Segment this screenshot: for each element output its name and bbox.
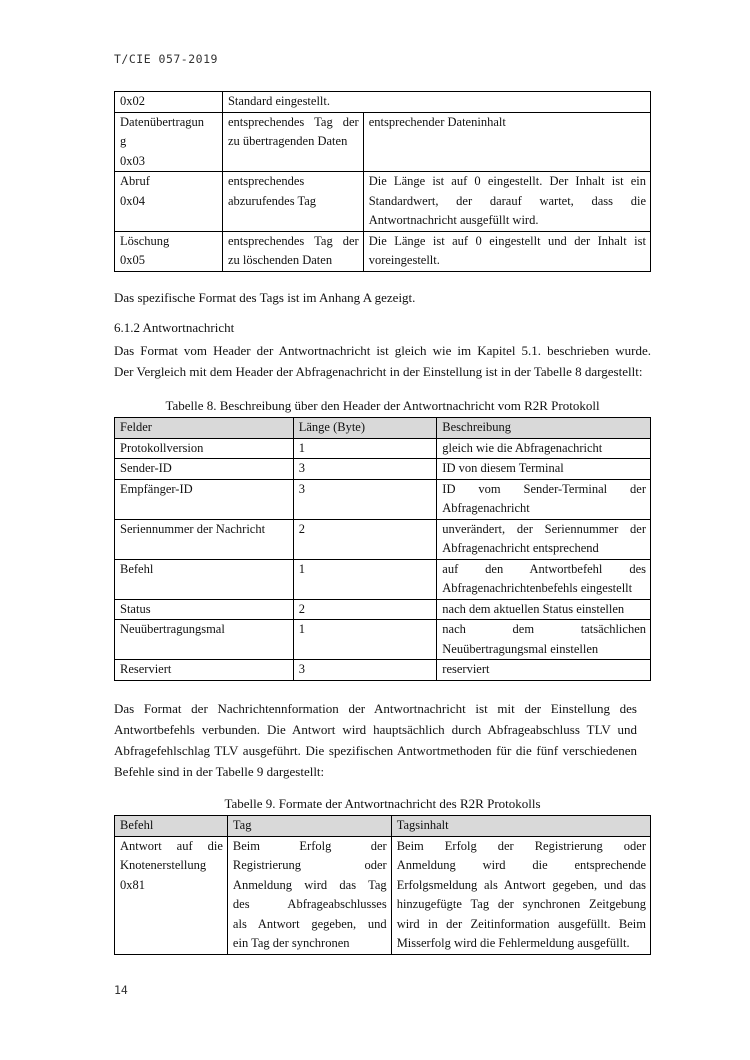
content-cell-line: hinzugefügte Tag der synchronen Zeitgebung <box>396 897 646 911</box>
description-cell <box>437 479 651 519</box>
field-cell: Befehl <box>115 559 294 599</box>
tag-cell-line: des Abfrageabschlusses <box>232 897 387 911</box>
command-cell <box>115 231 223 271</box>
description-cell-line: gleich wie die Abfragenachricht <box>442 440 603 455</box>
table-row <box>115 112 651 172</box>
command-cell <box>115 836 228 954</box>
description-cell <box>437 459 651 480</box>
tag-cell <box>222 172 363 232</box>
content-cell-line: Standardwert, der darauf wartet, dass die <box>368 193 646 208</box>
field-cell: Sender-ID <box>115 459 294 480</box>
command-cell <box>115 92 223 113</box>
format-paragraph <box>114 698 637 782</box>
command-cell-line: g <box>120 134 127 148</box>
command-cell-line: 0x04 <box>120 193 145 208</box>
command-cell-line: 0x05 <box>120 253 145 267</box>
content-cell-line: voreingestellt. <box>368 253 440 267</box>
tag-cell-line: entsprechendes <box>227 174 305 188</box>
content-cell <box>391 836 650 954</box>
content-cell-line: wird in der Zeitinformation ausgefüllt. Beim <box>396 916 646 931</box>
command-cell-line: Datenübertragun <box>120 114 204 129</box>
tag-cell-line: abzurufendes Tag <box>227 193 317 208</box>
intro-line: Der Vergleich mit dem Header der Abfragenachricht in der Einstellung ist in der Tabelle 8 dargestellt: <box>114 364 643 379</box>
content-cell-line: Beim Erfolg der Registrierung oder <box>396 838 646 853</box>
description-cell-line: Abfragenachricht <box>442 501 530 515</box>
length-cell: 1 <box>293 438 437 459</box>
content-cell <box>363 112 650 172</box>
command-cell-line: Knotenerstellung <box>120 858 207 872</box>
tag-cell <box>222 112 363 172</box>
description-cell <box>437 620 651 660</box>
command-cell-line: Löschung <box>120 233 170 248</box>
content-cell-line: Anmeldung wird die entsprechende <box>396 858 646 872</box>
table-row <box>115 92 651 113</box>
table9-caption: Tabelle 9. Formate der Antwortnachricht des R2R Protokolls <box>224 796 541 811</box>
column-header: Felder <box>115 418 294 439</box>
tag-cell-line: zu übertragenden Daten <box>227 134 348 148</box>
field-cell: Seriennummer der Nachricht <box>115 519 294 559</box>
tag-cell-line: als Antwort gegeben, und <box>232 916 387 931</box>
description-cell-line: Neuübertragungsmal einstellen <box>442 641 599 656</box>
tag-cell-line: Beim Erfolg der <box>232 838 387 853</box>
table-row <box>115 599 651 620</box>
tag-cell-line: Standard eingestellt. <box>227 94 330 108</box>
format-line: Abfragefehlschlag TLV ausgeführt. Die spezifischen Antwortmethoden für die fünf verschiedenen <box>114 743 637 758</box>
description-cell-line: nach dem tatsächlichen <box>442 622 646 636</box>
format-line: Antwortbefehls verbunden. Die Antwort wird hauptsächlich durch Abfrageabschluss TLV und <box>114 722 637 737</box>
table8-caption: Tabelle 8. Beschreibung über den Header der Antwortnachricht vom R2R Protokoll <box>165 398 600 413</box>
tag-cell <box>222 231 363 271</box>
tag-cell-line: Anmeldung wird das Tag <box>232 877 387 892</box>
content-cell-line: Misserfolg wird die Fehlermeldung ausgefüllt. <box>396 936 630 950</box>
length-cell: 3 <box>293 479 437 519</box>
length-cell: 3 <box>293 660 437 681</box>
tag-cell-line: entsprechendes Tag der <box>227 114 359 129</box>
field-cell: Neuübertragungsmal <box>115 620 294 660</box>
table-row <box>115 172 651 232</box>
length-cell: 1 <box>293 620 437 660</box>
tag-cell-line: entsprechendes Tag der <box>227 233 359 248</box>
table-row <box>115 231 651 271</box>
tag-cell <box>227 836 391 954</box>
command-cell <box>115 112 223 172</box>
content-cell-line: Die Länge ist auf 0 eingestellt. Der Inhalt ist ein <box>368 174 646 188</box>
field-cell: Reserviert <box>115 660 294 681</box>
command-cell-line: 0x03 <box>120 153 145 168</box>
content-cell-line: entsprechender Dateninhalt <box>368 114 506 129</box>
table-row <box>115 559 651 599</box>
content-cell-line: Erfolgsmeldung als Antwort gegeben, und das <box>396 877 646 892</box>
description-cell-line: Abfragenachrichtenbefehls eingestellt <box>442 581 633 595</box>
anhang-note: Das spezifische Format des Tags ist im Anhang A gezeigt. <box>114 290 416 305</box>
command-cell-line: Antwort auf die <box>120 838 223 853</box>
description-cell-line: ID vom Sender-Terminal der <box>442 481 646 496</box>
table-row <box>115 438 651 459</box>
content-cell <box>363 231 650 271</box>
table-row <box>115 620 651 660</box>
content-cell <box>363 172 650 232</box>
description-cell <box>437 599 651 620</box>
content-cell-line: Die Länge ist auf 0 eingestellt und der Inhalt ist <box>368 233 646 248</box>
description-cell <box>437 660 651 681</box>
section-title: 6.1.2 Antwortnachricht <box>114 320 235 335</box>
command-cell-line: Abruf <box>120 174 150 188</box>
format-line: Das Format der Nachrichtennformation der Antwortnachricht ist mit der Einstellung des <box>114 701 637 716</box>
content-cell-line: Antwortnachricht ausgefüllt wird. <box>368 213 539 227</box>
length-cell: 2 <box>293 519 437 559</box>
format-line: Befehle sind in der Tabelle 9 dargestellt: <box>114 764 325 779</box>
command-cell-line: 0x02 <box>120 94 145 108</box>
description-cell-line: Abfragenachricht entsprechend <box>442 541 599 555</box>
length-cell: 2 <box>293 599 437 620</box>
page-number: 14 <box>114 983 128 997</box>
column-header: Befehl <box>115 816 228 837</box>
description-cell-line: nach dem aktuellen Status einstellen <box>442 601 625 616</box>
description-cell <box>437 519 651 559</box>
tag-cell-line: zu löschenden Daten <box>227 253 333 267</box>
table-row <box>115 660 651 681</box>
length-cell: 3 <box>293 459 437 480</box>
field-cell: Status <box>115 599 294 620</box>
tag-cell <box>222 92 650 113</box>
page-header: T/CIE 057-2019 <box>114 52 218 66</box>
description-cell <box>437 438 651 459</box>
column-header: Beschreibung <box>437 418 651 439</box>
description-cell-line: auf den Antwortbefehl des <box>442 561 646 576</box>
length-cell: 1 <box>293 559 437 599</box>
column-header: Tag <box>227 816 391 837</box>
table-row <box>115 836 651 954</box>
table8-response-header <box>114 417 651 681</box>
intro-line: Das Format vom Header der Antwortnachricht ist gleich wie im Kapitel 5.1. beschrieben wurde. <box>114 343 651 358</box>
field-cell: Empfänger-ID <box>115 479 294 519</box>
tag-cell-line: Registrierung oder <box>232 858 387 872</box>
intro-paragraph <box>114 340 651 382</box>
description-cell-line: ID von diesem Terminal <box>442 461 564 475</box>
field-cell: Protokollversion <box>115 438 294 459</box>
command-table-continued <box>114 91 651 272</box>
command-cell-line: 0x81 <box>120 877 145 892</box>
description-cell-line: reserviert <box>442 662 490 676</box>
table-row <box>115 479 651 519</box>
command-cell <box>115 172 223 232</box>
column-header: Tagsinhalt <box>391 816 650 837</box>
table-row <box>115 459 651 480</box>
description-cell-line: unverändert, der Seriennummer der <box>442 521 646 536</box>
table9-response-formats <box>114 815 651 955</box>
description-cell <box>437 559 651 599</box>
column-header: Länge (Byte) <box>293 418 437 439</box>
tag-cell-line: ein Tag der synchronen <box>232 936 350 950</box>
table-row <box>115 519 651 559</box>
